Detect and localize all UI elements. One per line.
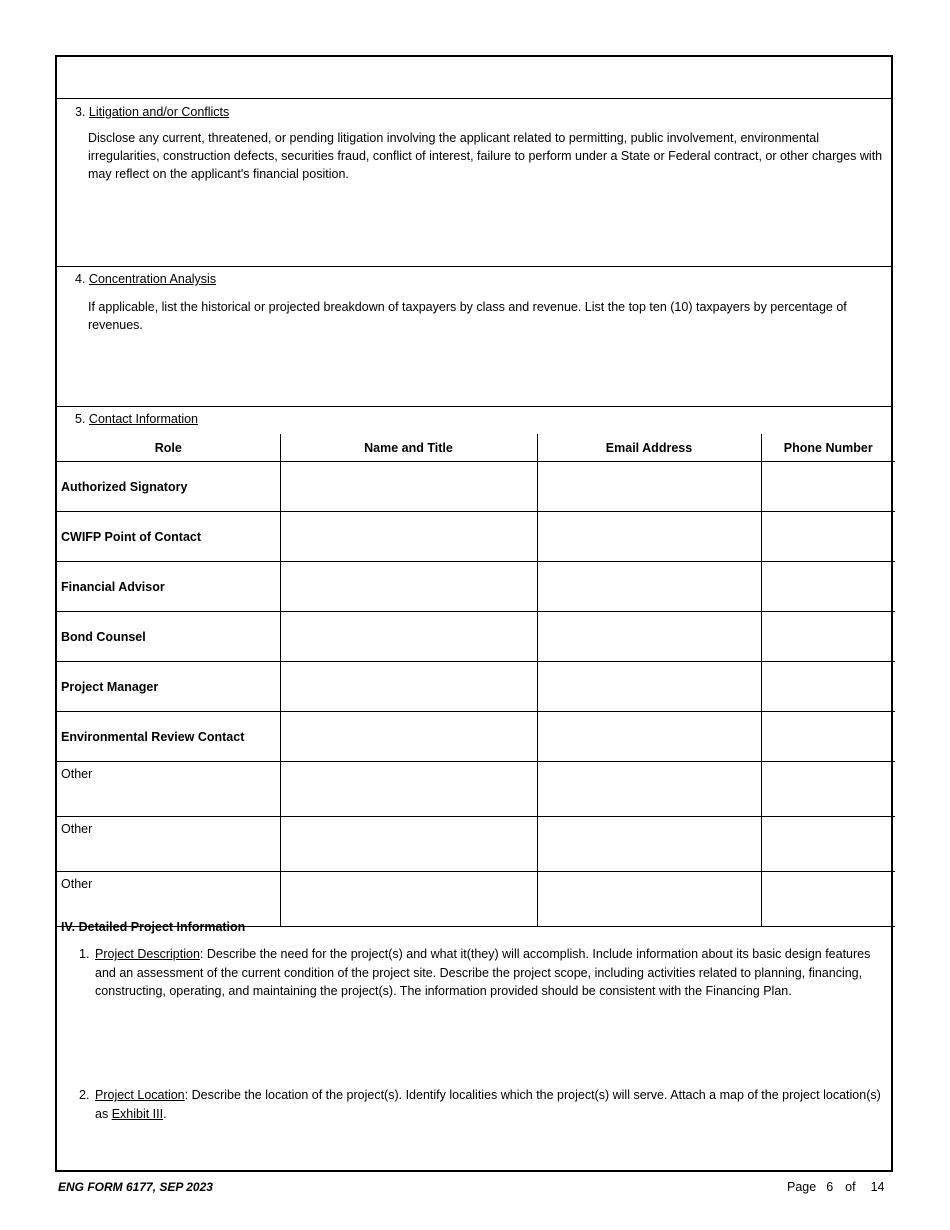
section-4-text: If applicable, list the historical or projected breakdown of taxpayers by class and revenue. List the top ten (10) taxpayers by percentage of revenues.: [88, 300, 847, 332]
section-3-heading: [75, 105, 229, 119]
phone-field[interactable]: [761, 762, 895, 817]
form-number: ENG FORM 6177, SEP 2023: [58, 1180, 213, 1194]
name-title-field[interactable]: [280, 817, 537, 872]
section-3-number: 3.: [75, 105, 86, 119]
name-title-field[interactable]: [280, 512, 537, 562]
phone-field[interactable]: [761, 462, 895, 512]
role-other-label: Other: [61, 822, 93, 836]
name-title-field[interactable]: [280, 612, 537, 662]
email-field[interactable]: [537, 612, 761, 662]
column-header-phone: Phone Number: [761, 434, 895, 462]
email-field[interactable]: [537, 762, 761, 817]
email-field[interactable]: [537, 512, 761, 562]
project-location-title: Project Location: [95, 1088, 185, 1102]
phone-field[interactable]: [761, 817, 895, 872]
name-title-field[interactable]: [280, 712, 537, 762]
phone-field[interactable]: [761, 712, 895, 762]
section-5-number: 5.: [75, 412, 86, 426]
section-contact: [57, 407, 891, 434]
project-description-title: Project Description: [95, 947, 200, 961]
phone-field[interactable]: [761, 512, 895, 562]
project-description-item: [79, 945, 891, 1001]
phone-field[interactable]: [761, 612, 895, 662]
role-cell: Authorized Signatory: [57, 462, 280, 512]
table-row: [57, 562, 895, 612]
form-page: [55, 55, 893, 1172]
table-row: [57, 612, 895, 662]
email-field[interactable]: [537, 712, 761, 762]
part-4-heading: IV. Detailed Project Information: [61, 920, 246, 934]
section-4-title: Concentration Analysis: [88, 272, 217, 286]
name-title-field[interactable]: [280, 662, 537, 712]
contact-table-header: [57, 434, 895, 462]
section-4-heading: [75, 272, 216, 286]
column-header-role: Role: [57, 434, 280, 462]
column-header-name-title: Name and Title: [280, 434, 537, 462]
role-cell: Financial Advisor: [57, 562, 280, 612]
item-1-body: [95, 945, 891, 1001]
table-row: [57, 662, 895, 712]
section-3-text: Disclose any current, threatened, or pending litigation involving the applicant related to permitting, public involvement, environmental irregularities, construction defects, securities fraud, conflict of interest, failure to perform under a State or Federal contract, or other charges with may reflect on the applicant's financial position.: [88, 131, 883, 181]
section-5-heading: [75, 412, 198, 426]
role-cell: Environmental Review Contact: [57, 712, 280, 762]
project-location-text: : Describe the location of the project(s). Identify localities which the project(s) will serve. Attach a map of the project location(s) as: [95, 1088, 881, 1121]
exhibit-reference: Exhibit III: [111, 1106, 164, 1121]
of-label: of: [845, 1180, 856, 1194]
role-cell: Bond Counsel: [57, 612, 280, 662]
section-5-title: Contact Information: [88, 412, 199, 426]
section-concentration: [57, 267, 891, 407]
role-other-field[interactable]: [57, 817, 280, 872]
page-number: 6: [826, 1180, 834, 1194]
table-row: [57, 512, 895, 562]
project-location-item: [79, 1086, 891, 1123]
project-location-end: .: [163, 1106, 167, 1121]
phone-field[interactable]: [761, 562, 895, 612]
role-other-label: Other: [61, 767, 93, 781]
section-4-number: 4.: [75, 272, 86, 286]
email-field[interactable]: [537, 462, 761, 512]
name-title-field[interactable]: [280, 562, 537, 612]
item-2-body: [95, 1086, 891, 1123]
column-header-email: Email Address: [537, 434, 761, 462]
table-row: [57, 817, 895, 872]
project-description-text: : Describe the need for the project(s) and what it(they) will accomplish. Include information about its basic design features and an assessment of the current condition of the project site. Describe the project scope, including activities related to planning, financing, constructing, operating, and maintaining the project(s). The information provided should be consistent with the Financing Plan.: [95, 947, 871, 998]
section-3-title: Litigation and/or Conflicts: [88, 105, 230, 119]
phone-field[interactable]: [761, 662, 895, 712]
name-title-field[interactable]: [280, 462, 537, 512]
part-4-detailed-project-info: [57, 915, 891, 1172]
page-label: Page: [787, 1180, 817, 1194]
page-total: 14: [870, 1180, 885, 1194]
top-empty-field[interactable]: [57, 57, 891, 99]
item-2-number: 2.: [79, 1088, 90, 1102]
item-1-number: 1.: [79, 947, 90, 961]
table-row: [57, 712, 895, 762]
role-cell: CWIFP Point of Contact: [57, 512, 280, 562]
contact-table: [57, 434, 895, 927]
table-row: [57, 462, 895, 512]
role-other-label: Other: [61, 877, 93, 891]
email-field[interactable]: [537, 562, 761, 612]
section-litigation: [57, 99, 891, 267]
table-row: [57, 762, 895, 817]
page-indicator: [787, 1180, 885, 1194]
email-field[interactable]: [537, 662, 761, 712]
role-other-field[interactable]: [57, 762, 280, 817]
name-title-field[interactable]: [280, 762, 537, 817]
role-cell: Project Manager: [57, 662, 280, 712]
email-field[interactable]: [537, 817, 761, 872]
